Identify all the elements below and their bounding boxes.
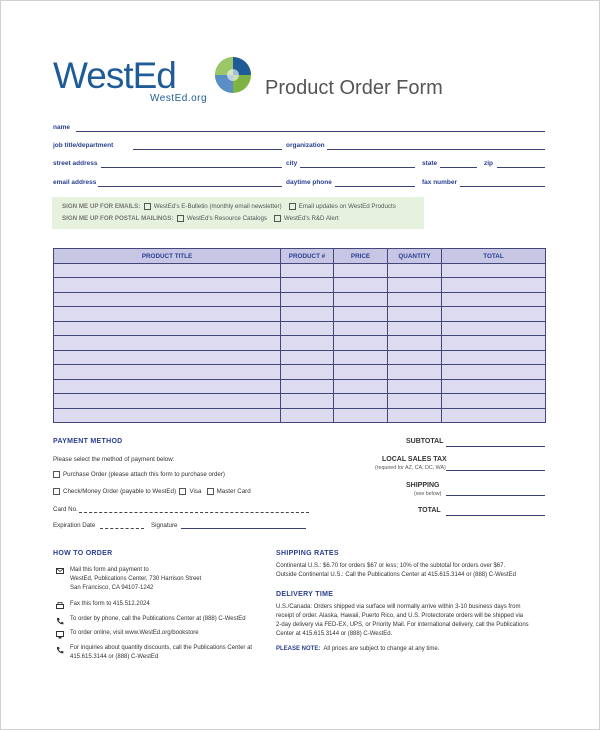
product-number-cell[interactable] — [281, 408, 334, 422]
e-bulletin-label: WestEd's E-Bulletin (monthly email newsletter) — [153, 203, 282, 211]
product-title-cell[interactable] — [54, 292, 281, 306]
shipping-note: (see below) — [414, 491, 442, 497]
please-note-text: All prices are subject to change at any time. — [323, 646, 440, 652]
product-number-cell[interactable] — [281, 292, 334, 306]
quantity-cell[interactable] — [388, 278, 442, 292]
visa-checkbox[interactable] — [179, 488, 186, 495]
product-table — [53, 248, 546, 423]
delivery-line-2: receipt of order. Alaska, Hawaii, Puerto Rico, and U.S. Protectorate orders will be shipped via — [276, 613, 524, 619]
local-tax-label: LOCAL SALES TAX — [382, 456, 447, 463]
email-signup-row — [62, 203, 396, 210]
job-title-field[interactable] — [133, 149, 282, 150]
signup-box — [52, 197, 424, 229]
product-title-cell[interactable] — [54, 264, 281, 278]
subtotal-label: SUBTOTAL — [406, 438, 444, 445]
price-cell[interactable] — [334, 408, 388, 422]
table-row — [54, 336, 546, 350]
price-cell[interactable] — [334, 365, 388, 379]
product-number-cell[interactable] — [281, 394, 334, 408]
street-label: street address — [53, 160, 98, 167]
city-label: city — [286, 160, 298, 167]
delivery-time-title: DELIVERY TIME — [276, 591, 334, 598]
table-row — [54, 350, 546, 364]
purchase-order-label: Purchase Order (please attach this form to purchase order) — [63, 471, 225, 479]
product-title-cell[interactable] — [54, 365, 281, 379]
zip-label: zip — [484, 160, 494, 167]
name-field[interactable] — [76, 131, 545, 132]
price-cell[interactable] — [334, 336, 388, 350]
product-title-cell[interactable] — [54, 350, 281, 364]
please-note — [276, 645, 439, 654]
total-cell[interactable] — [442, 264, 546, 278]
total-field[interactable] — [446, 515, 545, 516]
delivery-line-4: Center at 415.615.3144 or (888) C-WestEd. — [276, 631, 393, 637]
product-title-cell[interactable] — [54, 408, 281, 422]
col-product-title: PRODUCT TITLE — [54, 249, 281, 264]
discount-line-1: For inquiries about quantity discounts, call the Publications Center at — [70, 645, 253, 651]
payment-instruction: Please select the method of payment below: — [53, 456, 175, 463]
product-number-cell[interactable] — [281, 365, 334, 379]
total-cell[interactable] — [442, 379, 546, 393]
please-note-label: PLEASE NOTE: — [276, 646, 321, 652]
local-tax-note: (required for AZ, CA, DC, WA) — [375, 465, 446, 471]
phone-instruction: To order by phone, call the Publications Center at (888) C-WestEd — [70, 616, 246, 622]
product-number-cell[interactable] — [281, 350, 334, 364]
product-updates-label: Email updates on WestEd Products — [298, 203, 396, 211]
postal-signup-row — [62, 215, 339, 222]
total-cell[interactable] — [442, 350, 546, 364]
fax-instruction: Fax this form to 415.512.2024 — [70, 601, 150, 607]
subtotal-field[interactable] — [446, 446, 545, 447]
quantity-cell[interactable] — [388, 408, 442, 422]
e-bulletin-checkbox[interactable] — [144, 203, 151, 210]
card-number-field[interactable] — [79, 512, 309, 513]
state-label: state — [422, 160, 438, 167]
product-title-cell[interactable] — [54, 394, 281, 408]
total-cell[interactable] — [442, 365, 546, 379]
organization-label: organization — [286, 142, 325, 149]
mail-line-3: San Francisco, CA 94107-1242 — [70, 585, 154, 591]
mail-icon — [56, 568, 64, 574]
quantity-cell[interactable] — [388, 394, 442, 408]
phone-icon — [56, 646, 64, 654]
quantity-cell[interactable] — [388, 321, 442, 335]
computer-icon — [56, 631, 64, 639]
email-field[interactable] — [98, 186, 282, 187]
mail-line-1: Mail this form and payment to — [70, 567, 149, 573]
fax-field[interactable] — [460, 186, 545, 187]
phone-icon — [56, 617, 64, 625]
payment-method-title: PAYMENT METHOD — [53, 438, 123, 445]
product-number-cell[interactable] — [281, 379, 334, 393]
quantity-cell[interactable] — [388, 292, 442, 306]
visa-label: Visa — [189, 488, 202, 496]
table-row — [54, 307, 546, 321]
table-row — [54, 278, 546, 292]
col-quantity: QUANTITY — [388, 249, 442, 264]
logo-globe-icon — [213, 55, 253, 95]
mail-instructions — [70, 566, 201, 593]
table-row — [54, 292, 546, 306]
expiration-label: Expiration Date — [53, 522, 96, 529]
quantity-cell[interactable] — [388, 379, 442, 393]
postal-signup-label: SIGN ME UP FOR POSTAL MAILINGS: — [62, 215, 174, 223]
zip-field[interactable] — [497, 167, 545, 168]
price-cell[interactable] — [334, 379, 388, 393]
state-field[interactable] — [440, 167, 477, 168]
shipping-rates-text — [276, 562, 516, 580]
table-row — [54, 321, 546, 335]
product-title-cell[interactable] — [54, 379, 281, 393]
name-label: name — [53, 124, 70, 131]
price-cell[interactable] — [334, 264, 388, 278]
product-updates-checkbox[interactable] — [289, 203, 296, 210]
fax-label: fax number — [422, 179, 458, 186]
mastercard-checkbox[interactable] — [207, 488, 214, 495]
rd-alert-checkbox[interactable] — [274, 215, 281, 222]
price-cell[interactable] — [334, 350, 388, 364]
total-cell[interactable] — [442, 336, 546, 350]
check-checkbox[interactable] — [53, 488, 60, 495]
mail-line-2: WestEd, Publications Center, 730 Harrison Street — [70, 576, 202, 582]
shipping-rates-line-2: Outside Continental U.S.: Call the Publications Center at 415.615.3144 or (888) C-WestEd — [276, 572, 517, 578]
city-field[interactable] — [300, 167, 415, 168]
product-number-cell[interactable] — [281, 321, 334, 335]
total-cell[interactable] — [442, 321, 546, 335]
delivery-text — [276, 603, 529, 639]
delivery-line-3: 2-day delivery via FED-EX, UPS, or Priority Mail. For international delivery, call the Publications — [276, 622, 529, 628]
total-cell[interactable] — [442, 292, 546, 306]
street-field[interactable] — [101, 167, 282, 168]
total-cell[interactable] — [442, 307, 546, 321]
check-label: Check/Money Order (payable to WestEd) — [63, 488, 177, 496]
organization-field[interactable] — [327, 149, 545, 150]
table-row — [54, 365, 546, 379]
product-number-cell[interactable] — [281, 278, 334, 292]
product-title-cell[interactable] — [54, 278, 281, 292]
price-cell[interactable] — [334, 292, 388, 306]
daytime-phone-label: daytime phone — [286, 179, 332, 186]
daytime-phone-field[interactable] — [335, 186, 415, 187]
col-total: TOTAL — [442, 249, 546, 264]
total-label: TOTAL — [418, 507, 441, 514]
quantity-cell[interactable] — [388, 307, 442, 321]
total-cell[interactable] — [442, 408, 546, 422]
expiration-field[interactable] — [100, 528, 144, 529]
col-price: PRICE — [334, 249, 388, 264]
discount-instructions — [70, 644, 252, 662]
quantity-cell[interactable] — [388, 264, 442, 278]
payment-options-row — [53, 488, 251, 495]
resource-catalogs-checkbox[interactable] — [177, 215, 184, 222]
product-number-cell[interactable] — [281, 264, 334, 278]
resource-catalogs-label: WestEd's Resource Catalogs — [186, 215, 268, 223]
emails-signup-label: SIGN ME UP FOR EMAILS: — [62, 203, 141, 211]
price-cell[interactable] — [334, 278, 388, 292]
online-instruction: To order online, visit www.WestEd.org/bookstore — [70, 630, 199, 636]
product-number-cell[interactable] — [281, 336, 334, 350]
price-cell[interactable] — [334, 307, 388, 321]
shipping-label: SHIPPING — [406, 482, 440, 489]
table-row — [54, 264, 546, 278]
job-title-label: job title/department — [53, 142, 114, 149]
signature-field[interactable] — [181, 528, 306, 529]
quantity-cell[interactable] — [388, 365, 442, 379]
product-title-cell[interactable] — [54, 307, 281, 321]
how-to-order-title: HOW TO ORDER — [53, 550, 113, 557]
quantity-cell[interactable] — [388, 350, 442, 364]
shipping-field[interactable] — [446, 495, 545, 496]
mastercard-label: Master Card — [216, 488, 251, 496]
total-cell[interactable] — [442, 394, 546, 408]
delivery-line-1: U.S./Canada: Orders shipped via surface will normally arrive within 3-10 business days from — [276, 604, 521, 610]
logo-url: WestEd.org — [150, 93, 208, 104]
signature-label: Signature — [151, 522, 178, 529]
table-row — [54, 379, 546, 393]
table-row — [54, 394, 546, 408]
product-number-cell[interactable] — [281, 307, 334, 321]
discount-line-2: 415.615.3144 or (888) C-WestEd — [70, 654, 159, 660]
table-header-row — [54, 249, 546, 264]
fax-icon — [56, 602, 64, 609]
rd-alert-label: WestEd's R&D Alert — [283, 215, 339, 223]
card-number-label: Card No. — [53, 506, 78, 513]
product-title-cell[interactable] — [54, 336, 281, 350]
logo-text: WestEd — [53, 55, 176, 96]
product-title-cell[interactable] — [54, 321, 281, 335]
table-row — [54, 408, 546, 422]
purchase-order-checkbox[interactable] — [53, 471, 60, 478]
price-cell[interactable] — [334, 394, 388, 408]
col-product-number: PRODUCT # — [281, 249, 334, 264]
local-tax-field[interactable] — [446, 470, 545, 471]
form-title: Product Order Form — [265, 77, 443, 99]
purchase-order-row — [53, 471, 225, 478]
email-label: email address — [53, 179, 97, 186]
total-cell[interactable] — [442, 278, 546, 292]
quantity-cell[interactable] — [388, 336, 442, 350]
shipping-rates-title: SHIPPING RATES — [276, 550, 339, 557]
shipping-rates-line-1: Continental U.S.: $6.70 for orders $67 or less; 10% of the subtotal for orders over $67. — [276, 563, 506, 569]
price-cell[interactable] — [334, 321, 388, 335]
